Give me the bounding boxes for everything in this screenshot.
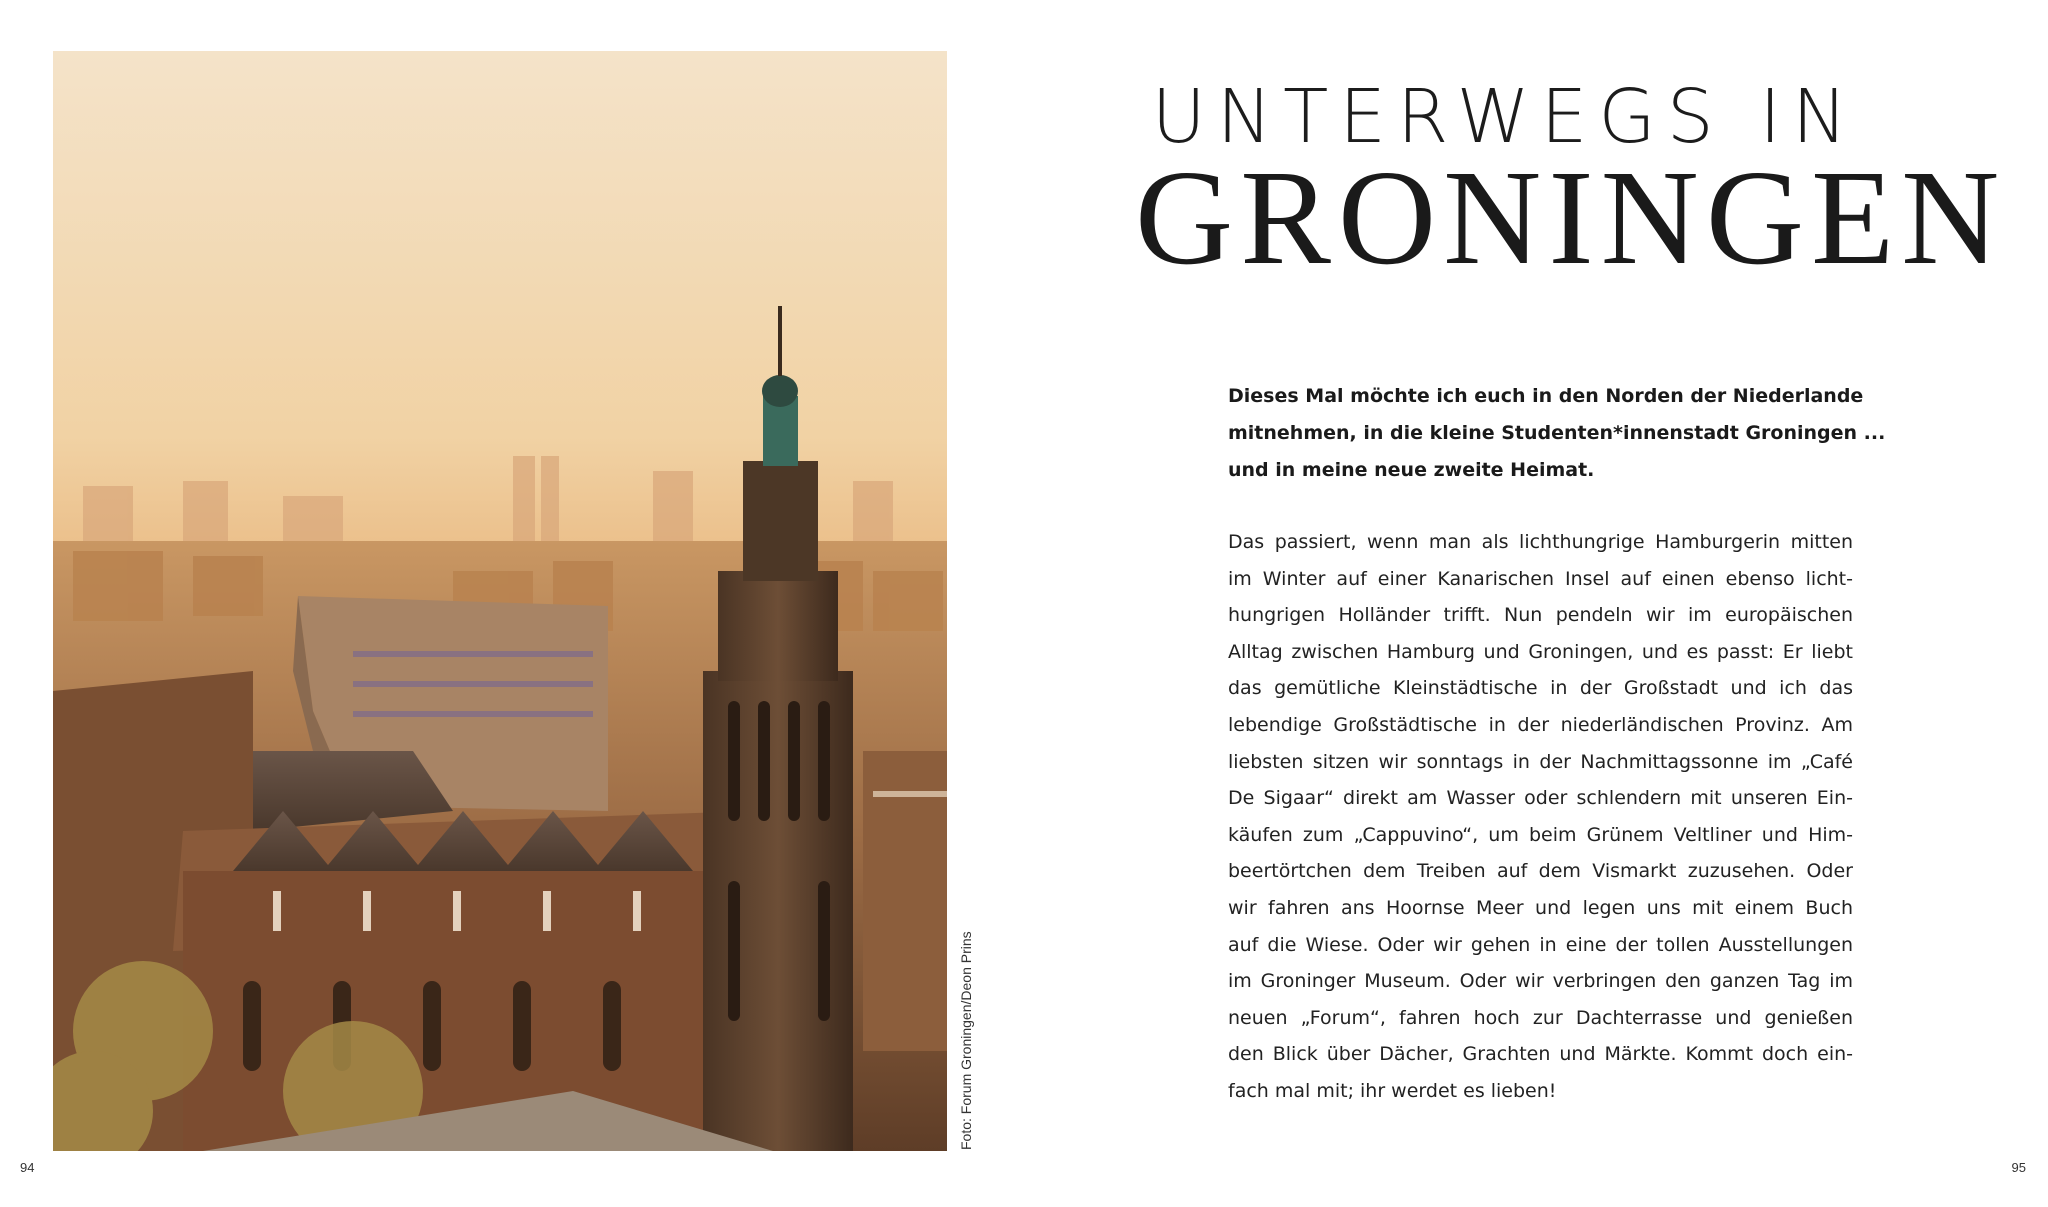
lead-line: und in meine neue zweite Heimat.: [1228, 459, 1595, 481]
lead-paragraph: [1228, 378, 1886, 489]
body-line: De Sigaar“ direkt am Wasser oder schlendern mit unseren Ein-: [1228, 787, 1853, 810]
body-line: neuen „Forum“, fahren hoch zur Dachterrasse und genießen: [1228, 1006, 1853, 1029]
body-line: auf die Wiese. Oder wir gehen in eine der tollen Ausstellungen: [1228, 933, 1853, 956]
body-line: wir fahren ans Hoornse Meer und legen uns mit einem Buch: [1228, 896, 1853, 919]
body-line: liebsten sitzen wir sonntags in der Nachmittagssonne im „Café: [1228, 750, 1853, 773]
lead-line: Dieses Mal möchte ich euch in den Norden der Niederlande: [1228, 385, 1864, 407]
cover-photo: [53, 51, 947, 1151]
body-line: im Winter auf einer Kanarischen Insel auf einen ebenso licht-: [1228, 567, 1853, 590]
title-line-2: GRONINGEN: [1135, 143, 2007, 293]
lead-line: mitnehmen, in die kleine Studenten*innenstadt Groningen ...: [1228, 422, 1886, 444]
body-line: hungrigen Holländer trifft. Nun pendeln wir im europäischen: [1228, 604, 1853, 627]
title-line-1: UNTERWEGS IN: [1151, 74, 1859, 160]
body-line: beertörtchen dem Treiben auf dem Vismarkt zuzusehen. Oder: [1228, 860, 1853, 883]
body-line: fach mal mit; ihr werdet es lieben!: [1228, 1079, 1557, 1102]
page-number-right: 95: [2011, 1160, 2026, 1175]
body-line: im Groninger Museum. Oder wir verbringen den ganzen Tag im: [1228, 970, 1853, 993]
body-line: das gemütliche Kleinstädtische in der Großstadt und ich das: [1228, 677, 1853, 700]
body-line: lebendige Großstädtische in der niederländischen Provinz. Am: [1228, 713, 1853, 736]
city-skyline-illustration: [53, 51, 947, 1151]
page-number-left: 94: [20, 1160, 35, 1175]
body-line: käufen zum „Cappuvino“, um beim Grünem Veltliner und Him-: [1228, 823, 1853, 846]
body-line: den Blick über Dächer, Grachten und Märkte. Kommt doch ein-: [1228, 1043, 1853, 1066]
photo-credit: Foto: Forum Groningen/Deon Prins: [958, 931, 974, 1150]
body-line: Das passiert, wenn man als lichthungrige Hamburgerin mitten: [1228, 531, 1853, 553]
body-paragraph: [1228, 524, 1853, 1110]
body-line: Alltag zwischen Hamburg und Groningen, und es passt: Er liebt: [1228, 640, 1853, 663]
